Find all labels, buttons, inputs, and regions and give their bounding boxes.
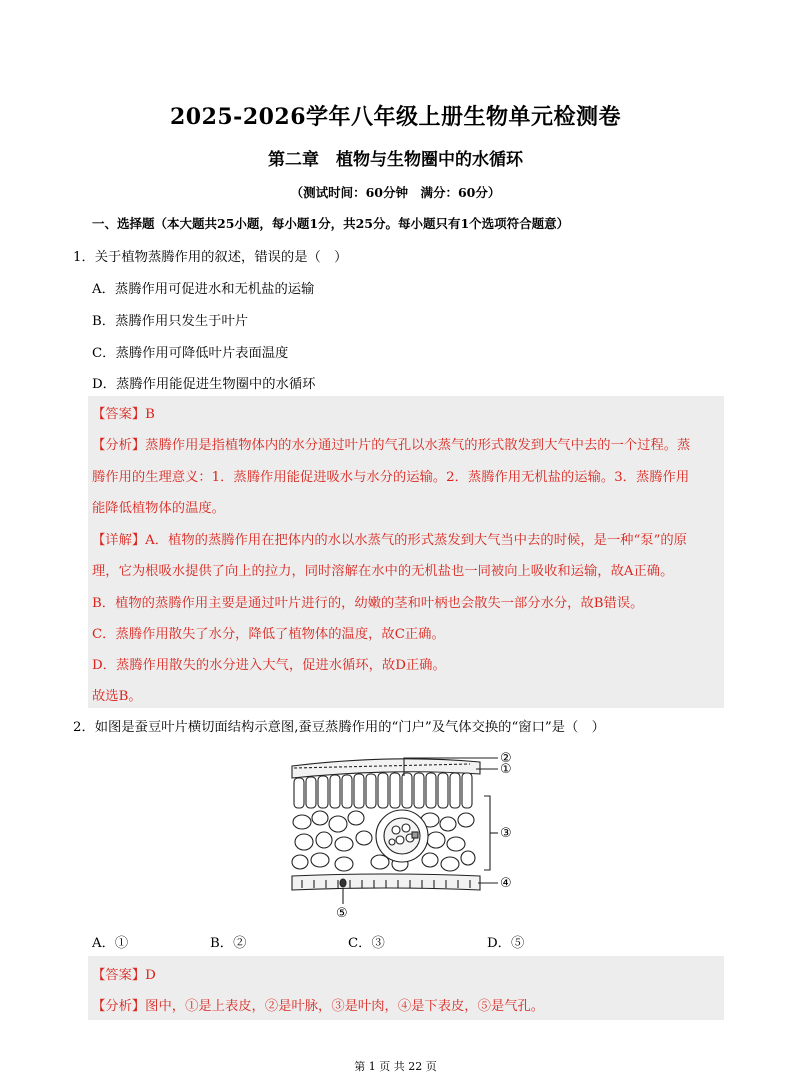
q1-detail-line: C．蒸腾作用散失了水分，降低了植物体的温度，故C正确。 [92,627,445,642]
figure-label-1: ① [500,762,512,777]
q1-analysis-line: 能降低植物体的温度。 [92,501,225,516]
figure-label-3: ③ [500,826,512,841]
q1-option-a: A．蒸腾作用可促进水和无机盐的运输 [92,282,315,297]
q1-stem: 1．关于植物蒸腾作用的叙述，错误的是（ ） [73,250,348,265]
q2-stem: 2．如图是蚕豆叶片横切面结构示意图,蚕豆蒸腾作用的“门户”及气体交换的“窗口”是（ ） [73,720,605,735]
q1-analysis-line: 腾作用的生理意义：1．蒸腾作用能促进吸水与水分的运输。2．蒸腾作用无机盐的运输。3．蒸腾作用 [92,470,690,485]
leaf-cross-section-figure [280,740,520,920]
q2-answer: 【答案】D [92,968,156,983]
q1-detail-line: 故选B。 [92,689,142,704]
q1-detail-line: D．蒸腾作用散失的水分进入大气，促进水循环，故D正确。 [92,658,446,673]
q1-detail-line: 理，它为根吸水提供了向上的拉力，同时溶解在水中的无机盐也一同被向上吸收和运输，故A正确。 [92,564,674,579]
q2-option-b: B．② [210,936,247,951]
exam-title: 2025-2026学年八年级上册生物单元检测卷 [169,104,622,130]
q2-option-c: C．③ [348,936,385,951]
q2-analysis: 【分析】图中，①是上表皮，②是叶脉，③是叶肉，④是下表皮，⑤是气孔。 [92,999,545,1014]
q1-detail-line: 【详解】A．植物的蒸腾作用在把体内的水以水蒸气的形式蒸发到大气当中去的时候，是一种“泵”的原 [92,533,687,548]
figure-label-4: ④ [500,876,512,891]
chapter-title: 第二章 植物与生物圈中的水循环 [268,150,523,170]
q1-answer: 【答案】B [92,407,155,422]
q1-detail-line: B．植物的蒸腾作用主要是通过叶片进行的，幼嫩的茎和叶柄也会散失一部分水分，故B错误。 [92,596,644,611]
figure-label-5: ⑤ [336,906,348,920]
exam-info: （测试时间：60分钟 满分：60分） [290,185,501,200]
q1-option-d: D．蒸腾作用能促进生物圈中的水循环 [92,377,316,392]
q2-option-a: A．① [92,936,129,951]
q1-analysis-line: 【分析】蒸腾作用是指植物体内的水分通过叶片的气孔以水蒸气的形式散发到大气中去的一个过程。蒸 [92,438,691,453]
q1-option-b: B．蒸腾作用只发生于叶片 [92,314,249,329]
figure-label-2: ② [500,751,512,766]
q2-option-d: D．⑤ [487,936,525,951]
section-heading: 一、选择题（本大题共25小题，每小题1分，共25分。每小题只有1个选项符合题意） [92,216,570,231]
q1-option-c: C．蒸腾作用可降低叶片表面温度 [92,346,289,361]
page-footer: 第 1 页 共 22 页 [354,1060,437,1073]
